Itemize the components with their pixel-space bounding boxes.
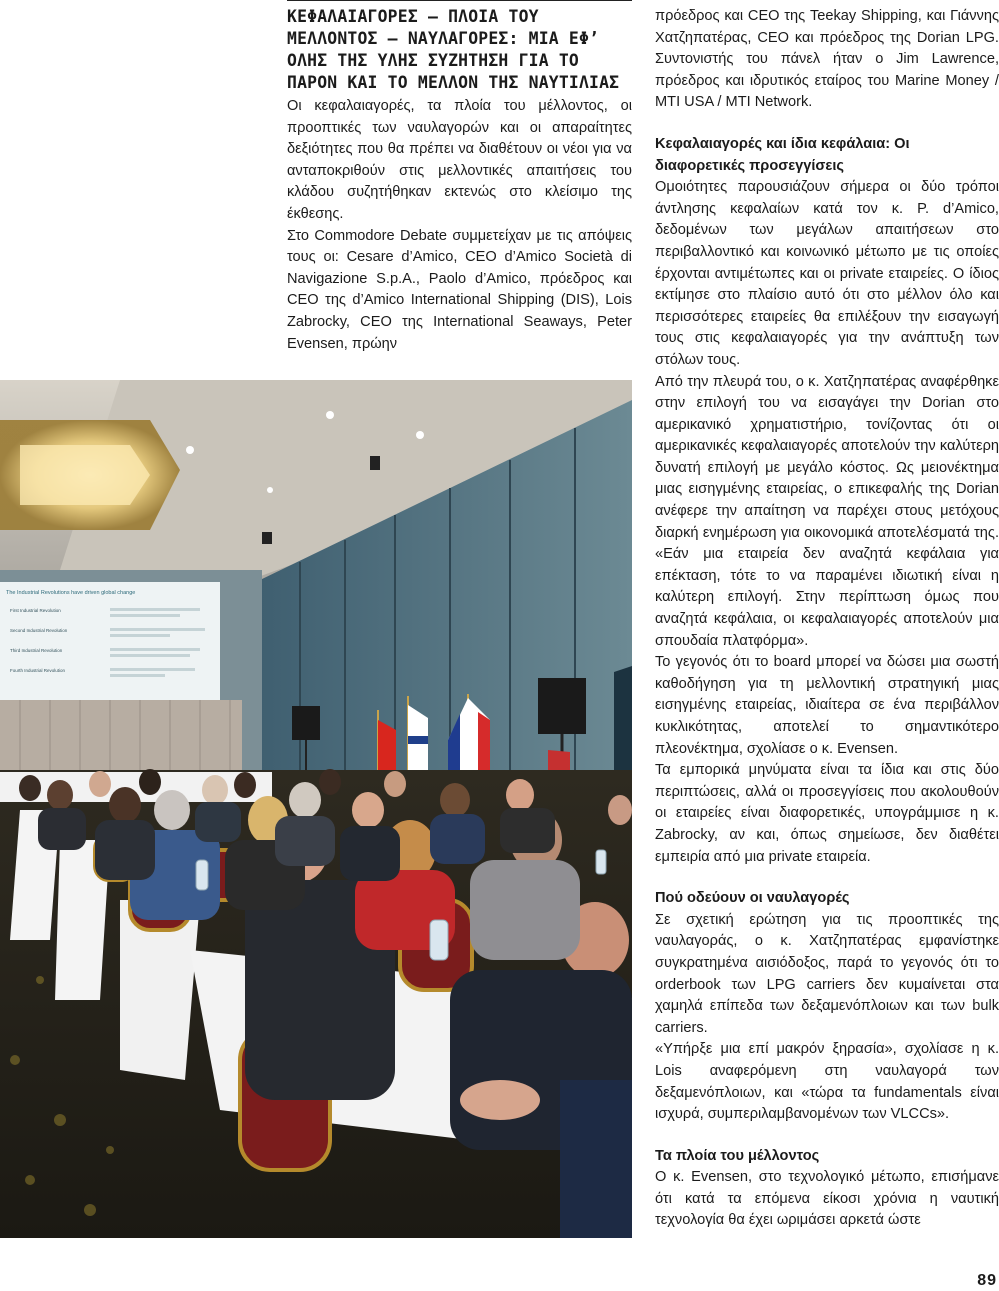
screen-row: First Industrial Revolution — [10, 608, 61, 613]
section-heading-future-ships: Τα πλοία του μέλλοντος — [655, 1147, 820, 1164]
screen-title: The Industrial Revolutions have driven global change — [6, 590, 136, 596]
intro-paragraph-2-continued: πρόεδρος και CEO της Teekay Shipping, και Γιάννης Χατζηπατέρας, CEO και πρόεδρος της Dorian LPG. Συντονιστής του πάνελ ήταν ο Jim Lawrence, πρόεδρος και ιδρυτικός εταίρος του Marine Money / MTI USA / MTI Network. — [655, 8, 999, 111]
page-number: 89 — [977, 1272, 997, 1289]
section1-paragraph-3: Το γεγονός ότι το board μπορεί να δώσει μια σωστή καθοδήγηση για τη μελλοντική στρατηγική μιας εισηγμένης εταιρείας, ιδιαίτερα σε ένα περιβάλλον κυκλικότητας, αποτελεί το σημαντικότερο πλεονέκτημα, σχολίασε ο κ. Evensen. — [655, 654, 999, 757]
section2-paragraph-1: Σε σχετική ερώτηση για τις προοπτικές της ναυλαγοράς, ο κ. Χατζηπατέρας εμφανίστηκε συγκρατημένα αισιόδοξος, παρά το γεγονός ότι το orderbook των LPG carriers δεν κυμαίνεται στα χαμηλά επίπεδα των δεξαμενόπλοιων και των bulk carriers. — [655, 911, 999, 1036]
article-column-right — [655, 6, 999, 1232]
intro-paragraph-2: Στο Commodore Debate συμμετείχαν με τις απόψεις τους οι: Cesare d’Amico, CEO d’Amico Società di Navigazione S.p.A., Paolo d’Amico, πρόεδρος και CEO της d’Amico International Shipping (DIS), Lois Zabrocky, CEO της International Seaways, Peter Evensen, πρώην — [287, 227, 632, 352]
projection-screen — [0, 582, 220, 700]
top-rule — [287, 0, 632, 1]
section1-paragraph-1: Ομοιότητες παρουσιάζουν σήμερα οι δύο τρόποι άντλησης κεφαλαίων κατά τον κ. P. d’Amico, δεδομένων των μεγάλων απαιτήσεων στο περιβαλλοντικό και κοινωνικό μέτωπο με τις οποίες έρχονται αντιμέτωπες και οι private εταιρείες. Ο ίδιος εκτίμησε στο πλαίσιο αυτό ότι στο μέλλον όλο και περισσότερες εταιρείες θα επιλέξουν την εισαγωγή τους στις κεφαλαιαγορές για την ανάπτυξη των στόλων τους. — [655, 179, 999, 368]
screen-row: Third Industrial Revolution — [10, 648, 63, 653]
section2-paragraph-2: «Υπήρξε μια επί μακρόν ξηρασία», σχολίασε η κ. Lois αναφερόμενη στη ναυλαγορά των δεξαμενόπλοιων, και «τώρα τα fundamentals είναι ισχυρά, συμπεριλαμβανομένων των VLCCs». — [655, 1041, 999, 1123]
article-column-middle — [287, 6, 632, 355]
intro-paragraph-1: Οι κεφαλαιαγορές, τα πλοία του μέλλοντος, οι προοπτικές των ναυλαγορών και οι απαραίτητες δεξιότητες που θα πρέπει να διαθέτουν οι νέοι για να ανταποκριθούν στις μελλοντικές απαιτήσεις του κλάδου συζητήθηκαν εκτενώς στο κλείσιμο της έκθεσης. — [287, 98, 632, 222]
screen-row: Second Industrial Revolution — [10, 628, 68, 633]
section1-paragraph-2: Από την πλευρά του, ο κ. Χατζηπατέρας αναφέρθηκε στην επιλογή του να εισαγάγει την Dorian στο αμερικανικό χρηματιστήριο, τονίζοντας ότι οι αμερικανικές κεφαλαιαγορές αποτελούν την καλύτερη δυνατή επιλογή με μεγάλο κόστος. Ως μειονέκτημα μιας εισηγμένης εταιρείας, ο επικεφαλής της Dorian ανέφερε την απαίτηση να παρέχει στους μετόχους διαρκή ενημέρωση για οικονομικά αποτελέσματά της. «Εάν μια εταιρεία δεν αναζητά κεφάλαια για επέκταση, τότε το να παραμένει ιδιωτική είναι η καλύτερη επιλογή. Στην περίπτωση όμως που αναζητά κεφάλαια, οι κεφαλαιαγορές αποτελούν μια σπουδαία πλατφόρμα». — [655, 373, 999, 649]
section3-paragraph-1: Ο κ. Evensen, στο τεχνολογικό μέτωπο, επισήμανε ότι κατά τα επόμενα είκοσι χρόνια η ναυτική τεχνολογία θα έχει ωριμάσει αρκετά ώστε — [655, 1169, 999, 1229]
screen-row: Fourth Industrial Revolution — [10, 668, 66, 673]
section-heading-capital-markets: Κεφαλαιαγορές και ίδια κεφάλαια: Οι διαφορετικές προσεγγίσεις — [655, 135, 910, 174]
conference-photo — [0, 380, 632, 1238]
section1-paragraph-4: Τα εμπορικά μηνύματα είναι τα ίδια και στις δύο περιπτώσεις, αλλά οι προσεγγίσεις που ακολουθούν οι εταιρείες είναι διαφορετικές, υπογράμμισε η κ. Zabrocky, αν και, όπως σημείωσε, δεν διαθέτει εμπειρία από μια private εταιρεία. — [655, 762, 999, 865]
section-heading-freight-markets: Πού οδεύουν οι ναυλαγορές — [655, 890, 850, 907]
article-title: ΚΕΦΑΛΑΙΑΓΟΡΕΣ – ΠΛΟΙΑ ΤΟΥ ΜΕΛΛΟΝΤΟΣ – ΝΑΥΛΑΓΟΡΕΣ: ΜΙΑ ΕΦ’ ΟΛΗΣ ΤΗΣ ΥΛΗΣ ΣΥΖΗΤΗΣΗ ΓΙΑ ΤΟ ΠΑΡΟΝ ΚΑΙ ΤΟ ΜΕΛΛΟΝ ΤΗΣ ΝΑΥΤΙΛΙΑΣ — [287, 7, 620, 92]
